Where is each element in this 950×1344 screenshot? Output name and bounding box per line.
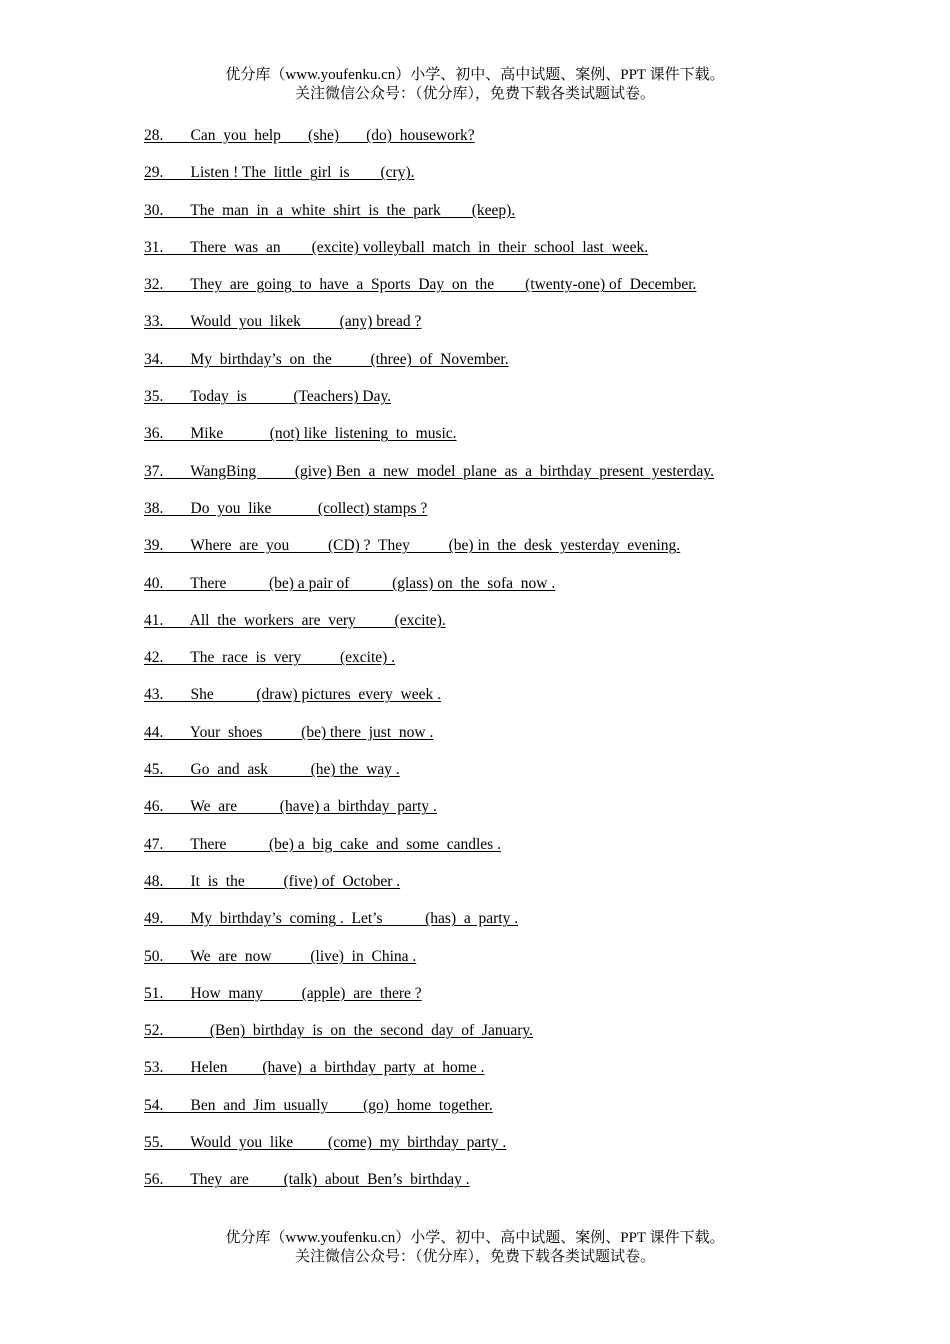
question-text: 42. The race is very (excite) . — [144, 649, 396, 667]
question-text: 46. We are (have) a birthday party . — [144, 798, 437, 816]
question-item — [144, 1131, 844, 1168]
question-text: 43. She (draw) pictures every week . — [144, 686, 441, 704]
question-text: 31. There was an (excite) volleyball match in their school last week. — [144, 238, 649, 256]
question-text: 50. We are now (live) in China . — [144, 947, 417, 965]
question-text: 32. They are going to have a Sports Day on the (twenty-one) of December. — [144, 276, 697, 294]
question-text: 45. Go and ask (he) the way . — [144, 761, 400, 779]
question-text: 33. Would you likek (any) bread ? — [144, 313, 422, 331]
question-text: 53. Helen (have) a birthday party at home . — [144, 1059, 485, 1077]
question-item — [144, 385, 844, 422]
question-item — [144, 945, 844, 982]
question-item — [144, 683, 844, 720]
question-item — [144, 907, 844, 944]
question-item — [144, 572, 844, 609]
question-item — [144, 1019, 844, 1056]
question-text: 38. Do you like (collect) stamps ? — [144, 499, 428, 517]
question-item — [144, 497, 844, 534]
question-item — [144, 199, 844, 236]
question-item — [144, 310, 844, 347]
question-text: 37. WangBing (give) Ben a new model plane as a birthday present yesterday. — [144, 462, 714, 480]
question-item — [144, 534, 844, 571]
page-footer — [0, 1229, 950, 1267]
question-item — [144, 758, 844, 795]
question-text: 30. The man in a white shirt is the park (keep). — [144, 201, 516, 219]
question-item — [144, 161, 844, 198]
question-item — [144, 795, 844, 832]
question-text: 51. How many (apple) are there ? — [144, 984, 422, 1002]
question-item — [144, 273, 844, 310]
question-item — [144, 1056, 844, 1093]
question-item — [144, 460, 844, 497]
question-text: 28. Can you help (she) (do) housework? — [144, 127, 475, 144]
question-item — [144, 124, 844, 161]
header-line-2: 关注微信公众号：（优分库），免费下载各类试题试卷。 — [294, 86, 655, 102]
page-header — [0, 66, 950, 104]
question-item — [144, 982, 844, 1019]
question-text: 34. My birthday’s on the (three) of November. — [144, 350, 509, 368]
question-item — [144, 833, 844, 870]
question-item — [144, 348, 844, 385]
question-item — [144, 236, 844, 273]
footer-line-2: 关注微信公众号：（优分库），免费下载各类试题试卷。 — [294, 1249, 655, 1265]
header-line-1: 优分库（www.youfenku.cn）小学、初中、高中试题、案例、PPT 课件下载。 — [225, 67, 725, 83]
question-text: 48. It is the (five) of October . — [144, 872, 401, 890]
question-item — [144, 422, 844, 459]
footer-line-1: 优分库（www.youfenku.cn）小学、初中、高中试题、案例、PPT 课件下载。 — [225, 1230, 725, 1246]
question-text: 47. There (be) a big cake and some candles . — [144, 835, 501, 853]
question-item — [144, 1168, 844, 1205]
question-text: 56. They are (talk) about Ben’s birthday . — [144, 1171, 470, 1189]
question-text: 49. My birthday’s coming . Let’s (has) a party . — [144, 910, 519, 928]
question-text: 36. Mike (not) like listening to music. — [144, 425, 457, 443]
question-item — [144, 1094, 844, 1131]
question-item — [144, 870, 844, 907]
question-text: 52. (Ben) birthday is on the second day of January. — [144, 1022, 533, 1040]
question-item — [144, 609, 844, 646]
question-item — [144, 646, 844, 683]
question-text: 40. There (be) a pair of (glass) on the sofa now . — [144, 574, 556, 592]
question-list — [144, 124, 844, 1206]
question-item — [144, 721, 844, 758]
question-text: 35. Today is (Teachers) Day. — [144, 388, 392, 406]
question-text: 39. Where are you (CD) ? They (be) in the desk yesterday evening. — [144, 537, 681, 555]
question-text: 29. Listen ! The little girl is (cry). — [144, 164, 415, 182]
question-text: 55. Would you like (come) my birthday party . — [144, 1134, 507, 1152]
question-text: 44. Your shoes (be) there just now . — [144, 723, 434, 741]
question-text: 41. All the workers are very (excite). — [144, 611, 446, 629]
question-text: 54. Ben and Jim usually (go) home together. — [144, 1096, 493, 1114]
